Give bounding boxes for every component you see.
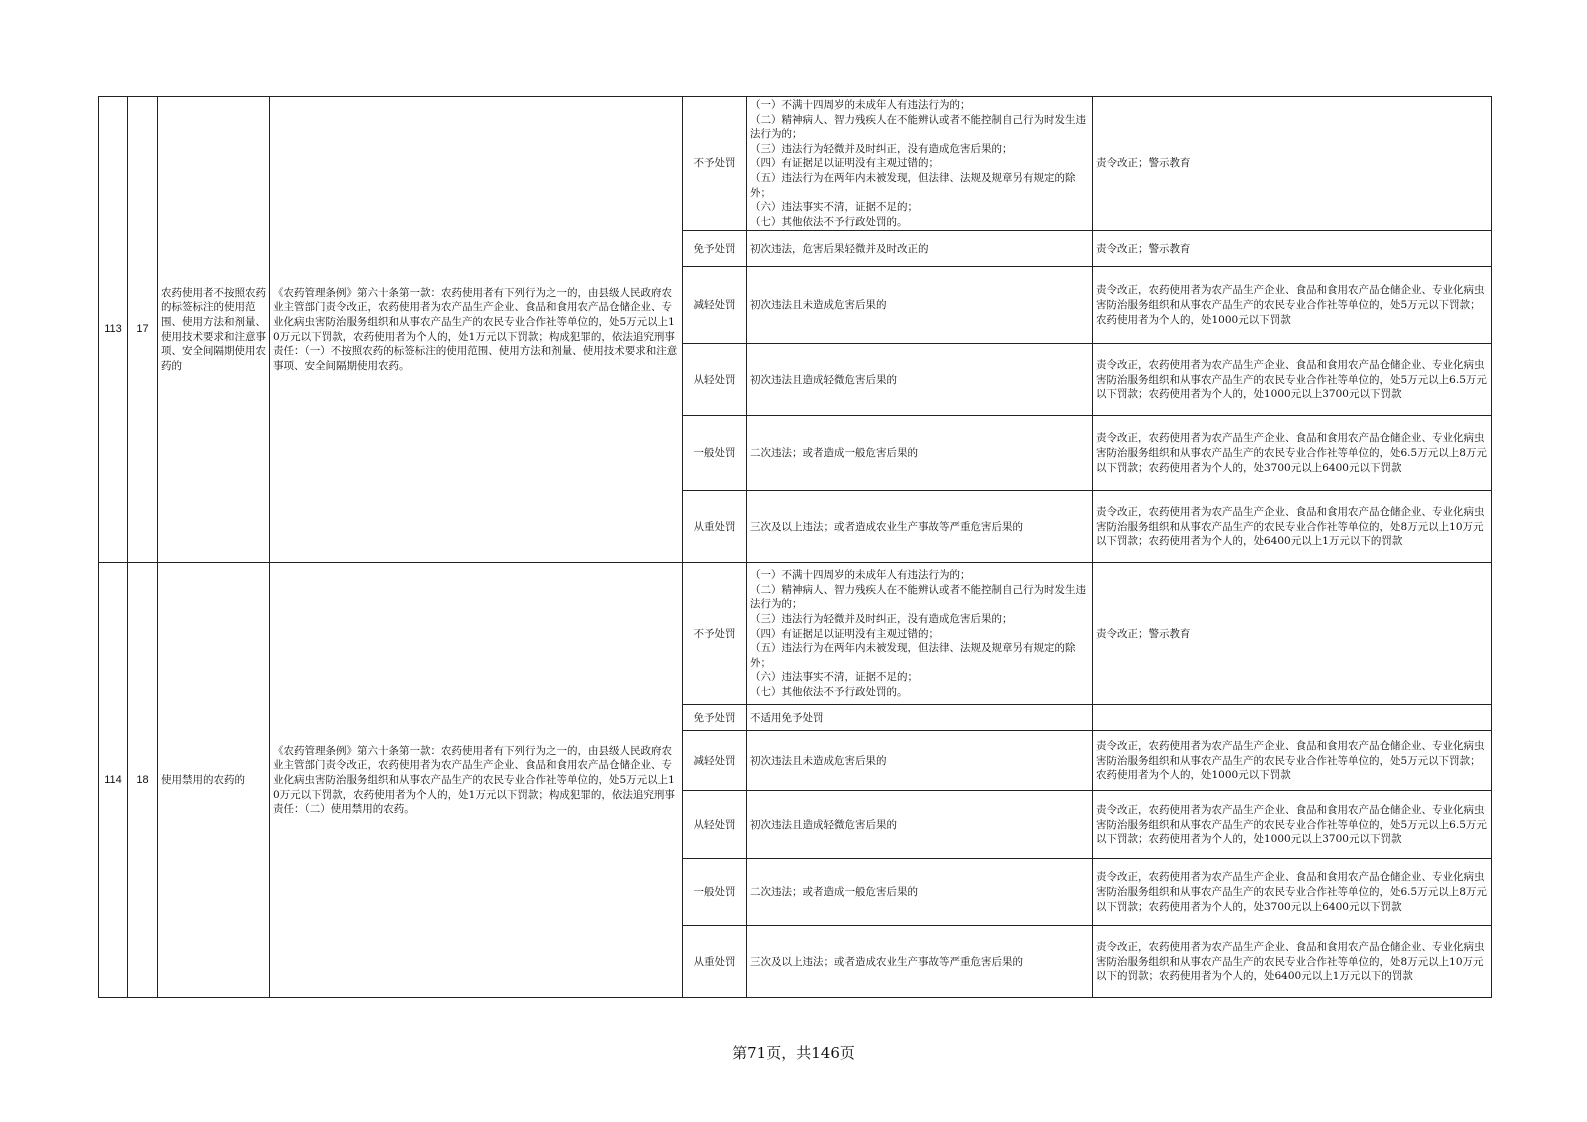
condition-line: （四）有证据足以证明没有主观过错的； (750, 157, 939, 170)
sub-seq-number: 18 (128, 563, 158, 998)
penalty-level: 减轻处罚 (683, 731, 747, 791)
applicable-conditions (747, 859, 1093, 926)
sub-seq-number: 17 (128, 97, 158, 563)
applicable-conditions (747, 416, 1093, 491)
legal-basis: 《农药管理条例》第六十条第一款：农药使用者有下列行为之一的，由县级人民政府农业主管部门责令改正，农药使用者为农产品生产企业、食品和食用农产品仓储企业、专业化病虫害防治服务组织和从事农产品生产的农民专业合作社等单位的，处5万元以上10万元以下罚款，农药使用者为个人的，处1万元以下罚款；构成犯罪的，依法追究刑事责任：（二）使用禁用的农药。 (270, 563, 683, 998)
penalty-standards-table (98, 96, 1492, 998)
condition-line: （三）违法行为轻微并及时纠正，没有造成危害后果的； (750, 142, 1013, 155)
penalty-level: 一般处罚 (683, 416, 747, 491)
penalty-standard: 责令改正；警示教育 (1093, 231, 1492, 267)
condition-line: （七）其他依法不予行政处罚的。 (750, 685, 908, 698)
penalty-standard: 责令改正；警示教育 (1093, 563, 1492, 705)
condition-line: 三次及以上违法；或者造成农业生产事故等严重危害后果的 (750, 520, 1023, 533)
penalty-standard: 责令改正，农药使用者为农产品生产企业、食品和食用农产品仓储企业、专业化病虫害防治服务组织和从事农产品生产的农民专业合作社等单位的，处8万元以上10万元以下的罚款；农药使用者为个人的，处6400元以上1万元以下的罚款 (1093, 926, 1492, 998)
violation-behavior: 使用禁用的农药的 (158, 563, 270, 998)
seq-number: 113 (99, 97, 128, 563)
condition-line: （二）精神病人、智力残疾人在不能辨认或者不能控制自己行为时发生违法行为的； (750, 583, 1086, 611)
condition-line: （六）违法事实不清，证据不足的； (750, 671, 918, 684)
legal-basis: 《农药管理条例》第六十条第一款：农药使用者有下列行为之一的，由县级人民政府农业主管部门责令改正，农药使用者为农产品生产企业、食品和食用农产品仓储企业、专业化病虫害防治服务组织和从事农产品生产的农民专业合作社等单位的，处5万元以上10万元以下罚款，农药使用者为个人的，处1万元以下罚款；构成犯罪的，依法追究刑事责任：（一）不按照农药的标签标注的使用范围、使用方法和剂量、使用技术要求和注意事项、安全间隔期使用农药。 (270, 97, 683, 563)
page-number: 第71页，共146页 (732, 1044, 855, 1062)
condition-line: （二）精神病人、智力残疾人在不能辨认或者不能控制自己行为时发生违法行为的； (750, 113, 1086, 141)
penalty-level: 一般处罚 (683, 859, 747, 926)
applicable-conditions (747, 267, 1093, 344)
penalty-level: 减轻处罚 (683, 267, 747, 344)
penalty-standard (1093, 705, 1492, 731)
penalty-standard: 责令改正，农药使用者为农产品生产企业、食品和食用农产品仓储企业、专业化病虫害防治服务组织和从事农产品生产的农民专业合作社等单位的，处8万元以上10万元以下罚款；农药使用者为个人的，处6400元以上1万元以下的罚款 (1093, 491, 1492, 563)
penalty-level: 从重处罚 (683, 926, 747, 998)
penalty-level: 从重处罚 (683, 491, 747, 563)
applicable-conditions (747, 491, 1093, 563)
penalty-level: 从轻处罚 (683, 791, 747, 859)
penalty-level: 从轻处罚 (683, 344, 747, 416)
penalty-standard: 责令改正，农药使用者为农产品生产企业、食品和食用农产品仓储企业、专业化病虫害防治服务组织和从事农产品生产的农民专业合作社等单位的，处6.5万元以上8万元以下罚款；农药使用者为个人的，处3700元以上6400元以下罚款 (1093, 859, 1492, 926)
applicable-conditions (747, 791, 1093, 859)
penalty-level: 免予处罚 (683, 231, 747, 267)
condition-line: 二次违法；或者造成一般危害后果的 (750, 447, 918, 460)
penalty-standard: 责令改正，农药使用者为农产品生产企业、食品和食用农产品仓储企业、专业化病虫害防治服务组织和从事农产品生产的农民专业合作社等单位的，处5万元以上6.5万元以下罚款；农药使用者为个人的，处1000元以上3700元以下罚款 (1093, 344, 1492, 416)
condition-line: 二次违法；或者造成一般危害后果的 (750, 886, 918, 899)
condition-line: （七）其他依法不予行政处罚的。 (750, 215, 908, 228)
condition-line: 初次违法且造成轻微危害后果的 (750, 373, 897, 386)
penalty-standard: 责令改正，农药使用者为农产品生产企业、食品和食用农产品仓储企业、专业化病虫害防治服务组织和从事农产品生产的农民专业合作社等单位的，处5万元以下罚款；农药使用者为个人的，处1000元以下罚款 (1093, 731, 1492, 791)
seq-number: 114 (99, 563, 128, 998)
condition-line: 三次及以上违法；或者造成农业生产事故等严重危害后果的 (750, 955, 1023, 968)
applicable-conditions (747, 97, 1093, 231)
applicable-conditions (747, 731, 1093, 791)
condition-line: （一）不满十四周岁的未成年人有违法行为的； (750, 569, 971, 582)
condition-line: 初次违法且造成轻微危害后果的 (750, 818, 897, 831)
condition-line: （五）违法行为在两年内未被发现，但法律、法规及规章另有规定的除外； (750, 171, 1076, 199)
penalty-level: 免予处罚 (683, 705, 747, 731)
penalty-level: 不予处罚 (683, 97, 747, 231)
condition-line: （三）违法行为轻微并及时纠正，没有造成危害后果的； (750, 612, 1013, 625)
table-row (99, 563, 1492, 705)
applicable-conditions (747, 705, 1093, 731)
condition-line: （五）违法行为在两年内未被发现，但法律、法规及规章另有规定的除外； (750, 642, 1076, 669)
penalty-standard: 责令改正；警示教育 (1093, 97, 1492, 231)
condition-line: 不适用免予处罚 (750, 711, 824, 724)
condition-line: 初次违法且未造成危害后果的 (750, 299, 887, 312)
violation-behavior: 农药使用者不按照农药的标签标注的使用范围、使用方法和剂量、使用技术要求和注意事项、安全间隔期使用农药的 (158, 97, 270, 563)
table-row (99, 97, 1492, 231)
condition-line: （六）违法事实不清，证据不足的； (750, 201, 918, 214)
applicable-conditions (747, 926, 1093, 998)
penalty-standard: 责令改正，农药使用者为农产品生产企业、食品和食用农产品仓储企业、专业化病虫害防治服务组织和从事农产品生产的农民专业合作社等单位的，处5万元以上6.5万元以下罚款；农药使用者为个人的，处1000元以上3700元以下罚款 (1093, 791, 1492, 859)
condition-line: （一）不满十四周岁的未成年人有违法行为的； (750, 99, 971, 111)
condition-line: 初次违法且未造成危害后果的 (750, 754, 887, 767)
applicable-conditions (747, 344, 1093, 416)
applicable-conditions (747, 563, 1093, 705)
penalty-level: 不予处罚 (683, 563, 747, 705)
penalty-standard: 责令改正，农药使用者为农产品生产企业、食品和食用农产品仓储企业、专业化病虫害防治服务组织和从事农产品生产的农民专业合作社等单位的，处6.5万元以上8万元以下罚款；农药使用者为个人的，处3700元以上6400元以下罚款 (1093, 416, 1492, 491)
table-body (99, 97, 1492, 998)
condition-line: 初次违法，危害后果轻微并及时改正的 (750, 242, 929, 255)
penalty-standard: 责令改正，农药使用者为农产品生产企业、食品和食用农产品仓储企业、专业化病虫害防治服务组织和从事农产品生产的农民专业合作社等单位的，处5万元以下罚款；农药使用者为个人的，处1000元以下罚款 (1093, 267, 1492, 344)
condition-line: （四）有证据足以证明没有主观过错的； (750, 627, 939, 640)
applicable-conditions (747, 231, 1093, 267)
